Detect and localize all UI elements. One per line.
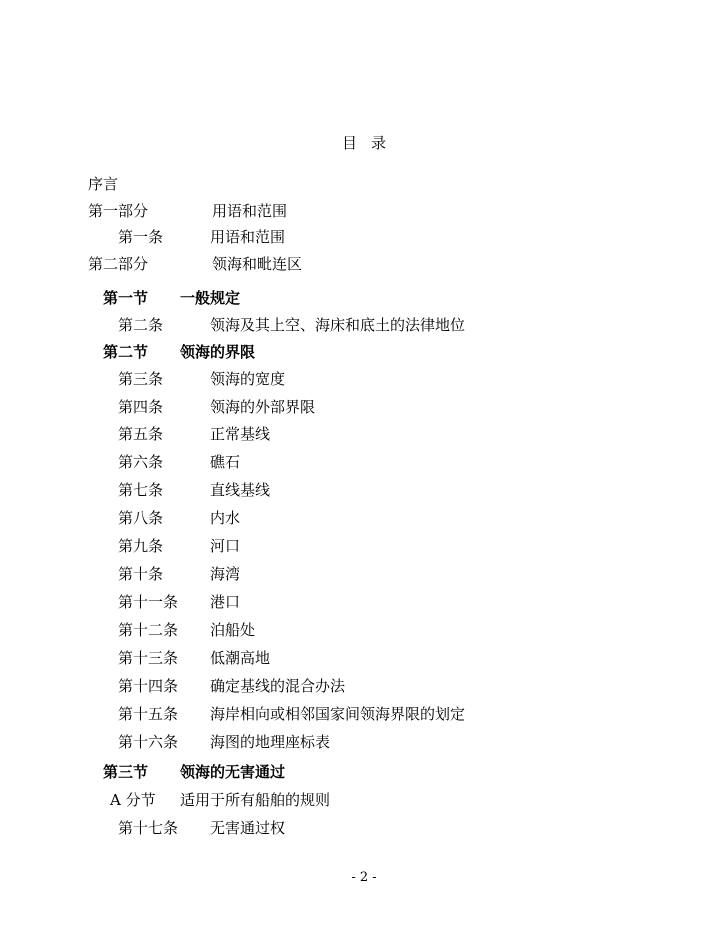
toc-entry-label: 第十二条 (118, 621, 179, 639)
toc-entry-text: 礁石 (210, 453, 241, 471)
toc-entry-text: 泊船处 (210, 621, 256, 639)
toc-entry-article (0, 674, 728, 698)
toc-entry-section (0, 760, 728, 784)
toc-entry-label: 第十条 (118, 565, 164, 583)
toc-entry-text: 海图的地理座标表 (210, 733, 331, 751)
toc-entry-text: 用语和范围 (212, 202, 288, 220)
toc-entry-label: 第十五条 (118, 705, 179, 723)
toc-title: 目录 (341, 134, 400, 152)
toc-entry-label: 第二节 (103, 343, 149, 361)
toc-entry-label: 第十四条 (118, 677, 179, 695)
toc-entry-text: 港口 (210, 593, 241, 611)
toc-entry-article (0, 730, 728, 754)
toc-entry-label: 第七条 (118, 481, 164, 499)
toc-entry-article (0, 478, 728, 502)
toc-entry-label: 第二部分 (88, 255, 149, 273)
toc-entry-text: 确定基线的混合办法 (210, 677, 346, 695)
toc-entry-label: 第六条 (118, 453, 164, 471)
toc-entry-article (0, 702, 728, 726)
toc-entry-text: 领海及其上空、海床和底土的法律地位 (210, 316, 466, 334)
toc-entry-article (0, 422, 728, 446)
toc-entry-label: 序言 (88, 175, 119, 193)
toc-entry-preface (0, 172, 728, 196)
toc-entry-text: 低潮高地 (210, 649, 271, 667)
toc-entry-article (0, 313, 728, 337)
toc-entry-text: 直线基线 (210, 481, 271, 499)
toc-entry-section (0, 286, 728, 310)
toc-entry-text: 用语和范围 (210, 228, 286, 246)
toc-entry-text: 正常基线 (210, 425, 271, 443)
toc-entry-label: 第十六条 (118, 733, 179, 751)
toc-entry-article (0, 562, 728, 586)
toc-entry-text: 领海的外部界限 (210, 398, 316, 416)
toc-entry-label: 第一条 (118, 228, 164, 246)
toc-entry-part (0, 252, 728, 276)
toc-entry-label: 第四条 (118, 398, 164, 416)
toc-entry-text: 一般规定 (180, 289, 241, 307)
toc-entry-label: 第九条 (118, 537, 164, 555)
toc-entry-label: 第二条 (118, 316, 164, 334)
toc-entry-label: 第十三条 (118, 649, 179, 667)
toc-entry-article (0, 646, 728, 670)
toc-entry-text: 适用于所有船舶的规则 (180, 791, 331, 809)
toc-entry-label: 第三条 (118, 370, 164, 388)
toc-entry-article (0, 816, 728, 840)
toc-entry-label: 第五条 (118, 425, 164, 443)
toc-entry-part (0, 199, 728, 223)
toc-entry-article (0, 618, 728, 642)
toc-entry-label: 第一部分 (88, 202, 149, 220)
toc-entry-subsection (0, 788, 728, 812)
toc-entry-text: 河口 (210, 537, 241, 555)
toc-entry-article (0, 534, 728, 558)
toc-entry-article (0, 395, 728, 419)
toc-entry-text: 无害通过权 (210, 819, 286, 837)
toc-entry-article (0, 450, 728, 474)
toc-entry-label: 第十一条 (118, 593, 179, 611)
toc-entry-label: 第八条 (118, 509, 164, 527)
toc-entry-text: 领海和毗连区 (212, 255, 303, 273)
toc-entry-text: 海岸相向或相邻国家间领海界限的划定 (210, 705, 466, 723)
toc-entry-label: 第三节 (103, 763, 149, 781)
toc-entry-label: 第一节 (103, 289, 149, 307)
toc-entry-article (0, 225, 728, 249)
toc-entry-article (0, 367, 728, 391)
toc-entry-text: 领海的宽度 (210, 370, 286, 388)
toc-entry-label: 第十七条 (118, 819, 179, 837)
toc-entry-label: A 分节 (110, 791, 156, 809)
toc-entry-text: 领海的无害通过 (180, 763, 286, 781)
toc-entry-section (0, 340, 728, 364)
toc-entry-text: 内水 (210, 509, 241, 527)
toc-entry-text: 领海的界限 (180, 343, 256, 361)
toc-entry-article (0, 590, 728, 614)
toc-entry-article (0, 506, 728, 530)
toc-entry-text: 海湾 (210, 565, 241, 583)
page-number: - 2 - (351, 870, 377, 885)
